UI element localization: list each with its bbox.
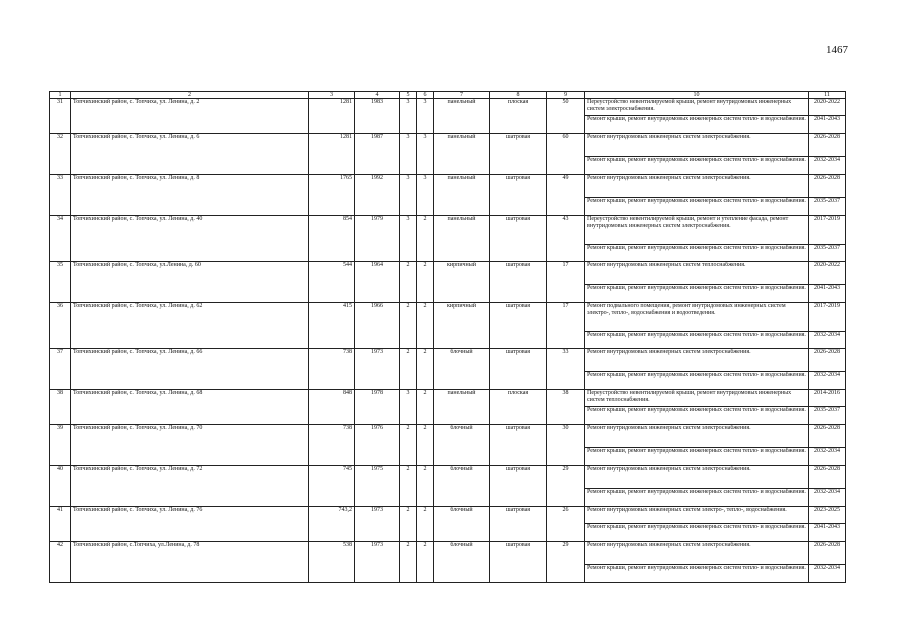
work-period-cell: 2026-2028 bbox=[809, 134, 846, 157]
floors-cell: 2 bbox=[400, 349, 417, 390]
work-description-cell: Ремонт крыши, ремонт внутридомовых инженерных систем тепло- и водоснабжения. bbox=[585, 245, 809, 262]
address-cell: Топчихинский район, с. Топчиха, ул. Ленина, д. 2 bbox=[71, 99, 309, 134]
table-row bbox=[50, 262, 846, 285]
entrances-cell: 2 bbox=[417, 216, 434, 262]
work-period-cell: 2020-2022 bbox=[809, 262, 846, 285]
wall-material-cell: блочный bbox=[434, 542, 490, 583]
wear-cell: 29 bbox=[547, 466, 585, 507]
wear-cell: 30 bbox=[547, 425, 585, 466]
column-number: 9 bbox=[547, 92, 585, 99]
roof-type-cell: плоская bbox=[490, 99, 547, 134]
roof-type-cell: шатровая bbox=[490, 303, 547, 349]
entrances-cell: 2 bbox=[417, 542, 434, 583]
address-cell: Топчихинский район, с. Топчиха, ул. Ленина, д. 72 bbox=[71, 466, 309, 507]
page-number: 1467 bbox=[826, 44, 848, 56]
floors-cell: 3 bbox=[400, 99, 417, 134]
column-number: 2 bbox=[71, 92, 309, 99]
work-period-cell: 2032-2034 bbox=[809, 372, 846, 390]
column-number: 4 bbox=[355, 92, 400, 99]
wall-material-cell: панельный bbox=[434, 390, 490, 425]
roof-type-cell: шатровая bbox=[490, 542, 547, 583]
year-cell: 1987 bbox=[355, 134, 400, 175]
area-cell: 1281 bbox=[309, 134, 355, 175]
wall-material-cell: блочный bbox=[434, 425, 490, 466]
work-period-cell: 2035-2037 bbox=[809, 245, 846, 262]
column-number: 6 bbox=[417, 92, 434, 99]
roof-type-cell: шатровая bbox=[490, 134, 547, 175]
wear-cell: 49 bbox=[547, 175, 585, 216]
row-number-cell: 31 bbox=[50, 99, 71, 134]
wall-material-cell: кирпичный bbox=[434, 262, 490, 303]
address-cell: Топчихинский район, с. Топчиха, ул. Ленина, д. 76 bbox=[71, 507, 309, 542]
row-number-cell: 37 bbox=[50, 349, 71, 390]
work-period-cell: 2041-2043 bbox=[809, 285, 846, 303]
table-row bbox=[50, 542, 846, 565]
column-number: 8 bbox=[490, 92, 547, 99]
work-period-cell: 2026-2028 bbox=[809, 466, 846, 489]
work-period-cell: 2017-2019 bbox=[809, 303, 846, 332]
address-cell: Топчихинский район, с. Топчиха, ул. Ленина, д. 6 bbox=[71, 134, 309, 175]
work-period-cell: 2035-2037 bbox=[809, 407, 846, 425]
area-cell: 738 bbox=[309, 425, 355, 466]
address-cell: Топчихинский район, с. Топчиха, ул. Ленина, д. 68 bbox=[71, 390, 309, 425]
year-cell: 1973 bbox=[355, 349, 400, 390]
work-period-cell: 2041-2043 bbox=[809, 116, 846, 134]
entrances-cell: 2 bbox=[417, 507, 434, 542]
address-cell: Топчихинский район, с.Топчиха, ул.Ленина, д. 78 bbox=[71, 542, 309, 583]
address-cell: Топчихинский район, с. Топчиха, ул. Ленина, д. 62 bbox=[71, 303, 309, 349]
table-row bbox=[50, 216, 846, 245]
work-description-cell: Переустройство невентилируемой крыши, ремонт и утепление фасада, ремонт внутридомовых инженерных систем электроснабжения. bbox=[585, 216, 809, 245]
row-number-cell: 41 bbox=[50, 507, 71, 542]
work-description-cell: Ремонт крыши, ремонт внутридомовых инженерных систем тепло- и водоснабжения. bbox=[585, 116, 809, 134]
roof-type-cell: шатровая bbox=[490, 466, 547, 507]
work-description-cell: Ремонт внутридомовых инженерных систем электро-, тепло-, водоснабжения. bbox=[585, 507, 809, 524]
entrances-cell: 2 bbox=[417, 466, 434, 507]
entrances-cell: 3 bbox=[417, 99, 434, 134]
area-cell: 745 bbox=[309, 466, 355, 507]
work-period-cell: 2041-2043 bbox=[809, 524, 846, 542]
wall-material-cell: панельный bbox=[434, 216, 490, 262]
column-number: 11 bbox=[809, 92, 846, 99]
wear-cell: 26 bbox=[547, 507, 585, 542]
work-description-cell: Ремонт крыши, ремонт внутридомовых инженерных систем тепло- и водоснабжения. bbox=[585, 285, 809, 303]
row-number-cell: 34 bbox=[50, 216, 71, 262]
work-description-cell: Ремонт внутридомовых инженерных систем электроснабжения. bbox=[585, 349, 809, 372]
work-description-cell: Ремонт крыши, ремонт внутридомовых инженерных систем тепло- и водоснабжения. bbox=[585, 372, 809, 390]
table-row bbox=[50, 99, 846, 116]
floors-cell: 3 bbox=[400, 175, 417, 216]
roof-type-cell: шатровая bbox=[490, 216, 547, 262]
wall-material-cell: панельный bbox=[434, 134, 490, 175]
address-cell: Топчихинский район, с. Топчиха, ул. Ленина, д. 70 bbox=[71, 425, 309, 466]
table-row bbox=[50, 303, 846, 332]
wear-cell: 29 bbox=[547, 542, 585, 583]
entrances-cell: 3 bbox=[417, 175, 434, 216]
floors-cell: 2 bbox=[400, 425, 417, 466]
work-period-cell: 2035-2037 bbox=[809, 198, 846, 216]
floors-cell: 2 bbox=[400, 507, 417, 542]
year-cell: 1992 bbox=[355, 175, 400, 216]
year-cell: 1978 bbox=[355, 390, 400, 425]
column-number: 7 bbox=[434, 92, 490, 99]
address-cell: Топчихинский район, с. Топчиха, ул. Ленина, д. 8 bbox=[71, 175, 309, 216]
row-number-cell: 33 bbox=[50, 175, 71, 216]
row-number-cell: 42 bbox=[50, 542, 71, 583]
work-description-cell: Переустройство невентилируемой крыши, ремонт внутридомовых инженерных систем электроснабжения. bbox=[585, 99, 809, 116]
row-number-cell: 39 bbox=[50, 425, 71, 466]
area-cell: 738 bbox=[309, 349, 355, 390]
work-description-cell: Переустройство невентилируемой крыши, ремонт внутридомовых инженерных систем теплоснабжения. bbox=[585, 390, 809, 407]
table-row bbox=[50, 390, 846, 407]
table-row bbox=[50, 349, 846, 372]
area-cell: 1765 bbox=[309, 175, 355, 216]
year-cell: 1983 bbox=[355, 99, 400, 134]
wall-material-cell: кирпичный bbox=[434, 303, 490, 349]
work-period-cell: 2014-2016 bbox=[809, 390, 846, 407]
column-number: 5 bbox=[400, 92, 417, 99]
work-period-cell: 2017-2019 bbox=[809, 216, 846, 245]
row-number-cell: 38 bbox=[50, 390, 71, 425]
work-period-cell: 2026-2028 bbox=[809, 542, 846, 565]
work-description-cell: Ремонт внутридомовых инженерных систем теплоснабжения. bbox=[585, 262, 809, 285]
roof-type-cell: шатровая bbox=[490, 349, 547, 390]
row-number-cell: 32 bbox=[50, 134, 71, 175]
entrances-cell: 2 bbox=[417, 425, 434, 466]
table-row bbox=[50, 466, 846, 489]
work-description-cell: Ремонт внутридомовых инженерных систем электроснабжения. bbox=[585, 175, 809, 198]
work-period-cell: 2026-2028 bbox=[809, 175, 846, 198]
floors-cell: 3 bbox=[400, 390, 417, 425]
year-cell: 1976 bbox=[355, 425, 400, 466]
column-number: 3 bbox=[309, 92, 355, 99]
area-cell: 854 bbox=[309, 216, 355, 262]
work-period-cell: 2032-2034 bbox=[809, 489, 846, 507]
entrances-cell: 2 bbox=[417, 349, 434, 390]
floors-cell: 3 bbox=[400, 216, 417, 262]
work-description-cell: Ремонт крыши, ремонт внутридомовых инженерных систем тепло- и водоснабжения. bbox=[585, 407, 809, 425]
table-row bbox=[50, 134, 846, 157]
column-number: 10 bbox=[585, 92, 809, 99]
work-description-cell: Ремонт крыши, ремонт внутридомовых инженерных систем тепло- и водоснабжения. bbox=[585, 524, 809, 542]
wear-cell: 60 bbox=[547, 134, 585, 175]
year-cell: 1964 bbox=[355, 262, 400, 303]
entrances-cell: 2 bbox=[417, 262, 434, 303]
wall-material-cell: панельный bbox=[434, 175, 490, 216]
work-description-cell: Ремонт крыши, ремонт внутридомовых инженерных систем тепло- и водоснабжения. bbox=[585, 332, 809, 349]
work-description-cell: Ремонт крыши, ремонт внутридомовых инженерных систем тепло- и водоснабжения. bbox=[585, 198, 809, 216]
column-number-row bbox=[50, 92, 846, 99]
area-cell: 743,2 bbox=[309, 507, 355, 542]
address-cell: Топчихинский район, с. Топчиха, ул. Ленина, д. 40 bbox=[71, 216, 309, 262]
area-cell: 848 bbox=[309, 390, 355, 425]
year-cell: 1979 bbox=[355, 216, 400, 262]
area-cell: 1281 bbox=[309, 99, 355, 134]
floors-cell: 3 bbox=[400, 134, 417, 175]
roof-type-cell: шатровая bbox=[490, 425, 547, 466]
roof-type-cell: шатровая bbox=[490, 262, 547, 303]
work-period-cell: 2026-2028 bbox=[809, 349, 846, 372]
floors-cell: 2 bbox=[400, 303, 417, 349]
wall-material-cell: блочный bbox=[434, 349, 490, 390]
address-cell: Топчихинский район, с. Топчиха, ул. Ленина, д. 66 bbox=[71, 349, 309, 390]
table-row bbox=[50, 507, 846, 524]
year-cell: 1973 bbox=[355, 507, 400, 542]
wear-cell: 38 bbox=[547, 390, 585, 425]
wear-cell: 33 bbox=[547, 349, 585, 390]
roof-type-cell: шатровая bbox=[490, 175, 547, 216]
work-description-cell: Ремонт внутридомовых инженерных систем электроснабжения. bbox=[585, 425, 809, 448]
address-cell: Топчихинский район, с. Топчиха, ул.Ленина, д. 60 bbox=[71, 262, 309, 303]
work-period-cell: 2032-2034 bbox=[809, 448, 846, 466]
year-cell: 1973 bbox=[355, 542, 400, 583]
column-number: 1 bbox=[50, 92, 71, 99]
wear-cell: 17 bbox=[547, 262, 585, 303]
work-description-cell: Ремонт подвального помещения, ремонт внутридомовых инженерных систем электро-, тепло-, водоснабжения и водоотведения. bbox=[585, 303, 809, 332]
row-number-cell: 35 bbox=[50, 262, 71, 303]
entrances-cell: 2 bbox=[417, 390, 434, 425]
work-description-cell: Ремонт крыши, ремонт внутридомовых инженерных систем тепло- и водоснабжения. bbox=[585, 157, 809, 175]
row-number-cell: 36 bbox=[50, 303, 71, 349]
wear-cell: 50 bbox=[547, 99, 585, 134]
floors-cell: 2 bbox=[400, 262, 417, 303]
wall-material-cell: блочный bbox=[434, 507, 490, 542]
wear-cell: 17 bbox=[547, 303, 585, 349]
floors-cell: 2 bbox=[400, 542, 417, 583]
table-row bbox=[50, 175, 846, 198]
table-row bbox=[50, 425, 846, 448]
entrances-cell: 2 bbox=[417, 303, 434, 349]
floors-cell: 2 bbox=[400, 466, 417, 507]
entrances-cell: 3 bbox=[417, 134, 434, 175]
wear-cell: 43 bbox=[547, 216, 585, 262]
work-period-cell: 2026-2028 bbox=[809, 425, 846, 448]
work-period-cell: 2023-2025 bbox=[809, 507, 846, 524]
wall-material-cell: блочный bbox=[434, 466, 490, 507]
work-period-cell: 2032-2034 bbox=[809, 565, 846, 583]
wall-material-cell: панельный bbox=[434, 99, 490, 134]
work-description-cell: Ремонт внутридомовых инженерных систем электроснабжения. bbox=[585, 466, 809, 489]
area-cell: 538 bbox=[309, 542, 355, 583]
work-period-cell: 2020-2022 bbox=[809, 99, 846, 116]
repair-schedule-table bbox=[49, 91, 846, 583]
year-cell: 1966 bbox=[355, 303, 400, 349]
area-cell: 415 bbox=[309, 303, 355, 349]
work-description-cell: Ремонт крыши, ремонт внутридомовых инженерных систем тепло- и водоснабжения. bbox=[585, 489, 809, 507]
work-description-cell: Ремонт внутридомовых инженерных систем электроснабжения. bbox=[585, 542, 809, 565]
work-description-cell: Ремонт крыши, ремонт внутридомовых инженерных систем тепло- и водоснабжения. bbox=[585, 448, 809, 466]
work-period-cell: 2032-2034 bbox=[809, 157, 846, 175]
year-cell: 1975 bbox=[355, 466, 400, 507]
work-description-cell: Ремонт крыши, ремонт внутридомовых инженерных систем тепло- и водоснабжения. bbox=[585, 565, 809, 583]
work-period-cell: 2032-2034 bbox=[809, 332, 846, 349]
area-cell: 544 bbox=[309, 262, 355, 303]
row-number-cell: 40 bbox=[50, 466, 71, 507]
roof-type-cell: плоская bbox=[490, 390, 547, 425]
work-description-cell: Ремонт внутридомовых инженерных систем электроснабжения. bbox=[585, 134, 809, 157]
roof-type-cell: шатровая bbox=[490, 507, 547, 542]
